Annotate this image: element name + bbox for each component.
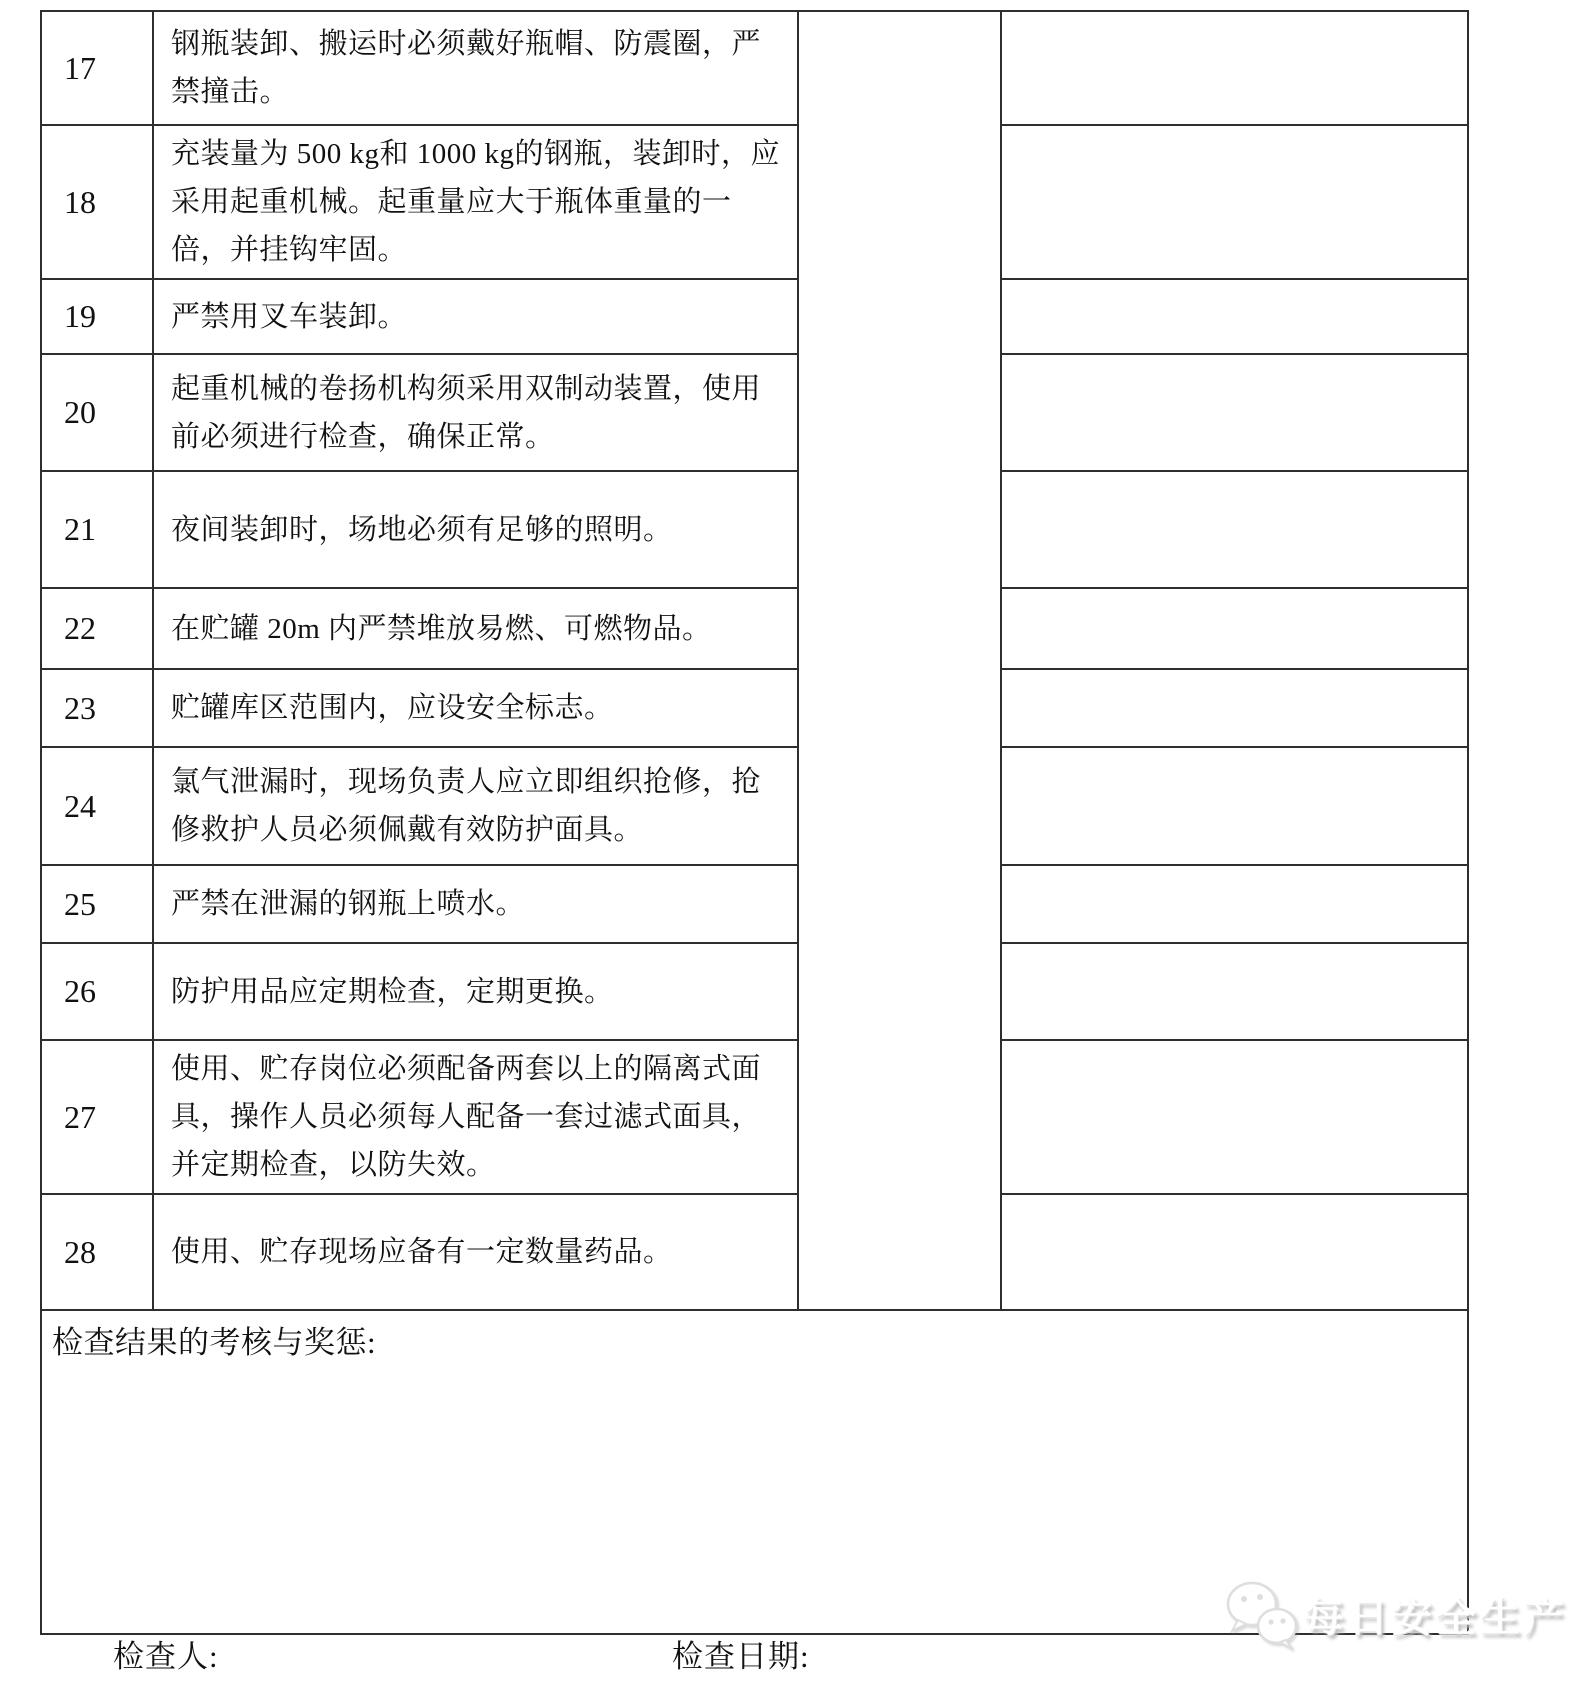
table-row bbox=[41, 669, 1468, 747]
requirement-text: 防护用品应定期检查，定期更换。 bbox=[153, 943, 798, 1040]
row-number: 28 bbox=[41, 1194, 153, 1310]
table-row bbox=[41, 471, 1468, 588]
table-row bbox=[41, 1194, 1468, 1310]
results-row bbox=[41, 1310, 1468, 1634]
remarks-cell bbox=[1001, 865, 1468, 943]
inspector-label: 检查人: bbox=[113, 1639, 219, 1674]
watermark-text: 每日安全生产 bbox=[1304, 1594, 1568, 1640]
merged-status-column-cell bbox=[798, 11, 1001, 1310]
remarks-cell bbox=[1001, 354, 1468, 471]
remarks-cell bbox=[1001, 11, 1468, 125]
remarks-cell bbox=[1001, 943, 1468, 1040]
table-row bbox=[41, 747, 1468, 865]
row-number: 25 bbox=[41, 865, 153, 943]
remarks-cell bbox=[1001, 125, 1468, 279]
requirement-text: 夜间装卸时，场地必须有足够的照明。 bbox=[153, 471, 798, 588]
table-row bbox=[41, 865, 1468, 943]
requirement-text: 使用、贮存现场应备有一定数量药品。 bbox=[153, 1194, 798, 1310]
table-row bbox=[41, 354, 1468, 471]
safety-checklist-table bbox=[40, 10, 1469, 1635]
remarks-cell bbox=[1001, 1194, 1468, 1310]
requirement-text: 严禁用叉车装卸。 bbox=[153, 279, 798, 354]
row-number: 23 bbox=[41, 669, 153, 747]
row-number: 24 bbox=[41, 747, 153, 865]
table-row bbox=[41, 11, 1468, 125]
table-row bbox=[41, 1040, 1468, 1194]
requirement-text: 严禁在泄漏的钢瓶上喷水。 bbox=[153, 865, 798, 943]
row-number: 18 bbox=[41, 125, 153, 279]
remarks-cell bbox=[1001, 669, 1468, 747]
row-number: 26 bbox=[41, 943, 153, 1040]
remarks-cell bbox=[1001, 747, 1468, 865]
results-cell bbox=[41, 1310, 1468, 1634]
row-number: 21 bbox=[41, 471, 153, 588]
requirement-text: 在贮罐 20m 内严禁堆放易燃、可燃物品。 bbox=[153, 588, 798, 669]
table-row bbox=[41, 279, 1468, 354]
row-number: 17 bbox=[41, 11, 153, 125]
row-number: 27 bbox=[41, 1040, 153, 1194]
row-number: 20 bbox=[41, 354, 153, 471]
requirement-text: 贮罐库区范围内，应设安全标志。 bbox=[153, 669, 798, 747]
requirement-text: 氯气泄漏时，现场负责人应立即组织抢修，抢修救护人员必须佩戴有效防护面具。 bbox=[153, 747, 798, 865]
table-row bbox=[41, 943, 1468, 1040]
remarks-cell bbox=[1001, 471, 1468, 588]
table-row bbox=[41, 588, 1468, 669]
remarks-cell bbox=[1001, 588, 1468, 669]
row-number: 22 bbox=[41, 588, 153, 669]
requirement-text: 使用、贮存岗位必须配备两套以上的隔离式面具，操作人员必须每人配备一套过滤式面具，并定期检查，以防失效。 bbox=[153, 1040, 798, 1194]
inspection-date-label: 检查日期: bbox=[672, 1639, 810, 1674]
table-row bbox=[41, 125, 1468, 279]
requirement-text: 充装量为 500 kg和 1000 kg的钢瓶，装卸时，应采用起重机械。起重量应大于瓶体重量的一倍，并挂钩牢固。 bbox=[153, 125, 798, 279]
results-label: 检查结果的考核与奖惩: bbox=[52, 1325, 377, 1360]
remarks-cell bbox=[1001, 279, 1468, 354]
row-number: 19 bbox=[41, 279, 153, 354]
remarks-cell bbox=[1001, 1040, 1468, 1194]
requirement-text: 起重机械的卷扬机构须采用双制动装置，使用前必须进行检查，确保正常。 bbox=[153, 354, 798, 471]
requirement-text: 钢瓶装卸、搬运时必须戴好瓶帽、防震圈，严禁撞击。 bbox=[153, 11, 798, 125]
